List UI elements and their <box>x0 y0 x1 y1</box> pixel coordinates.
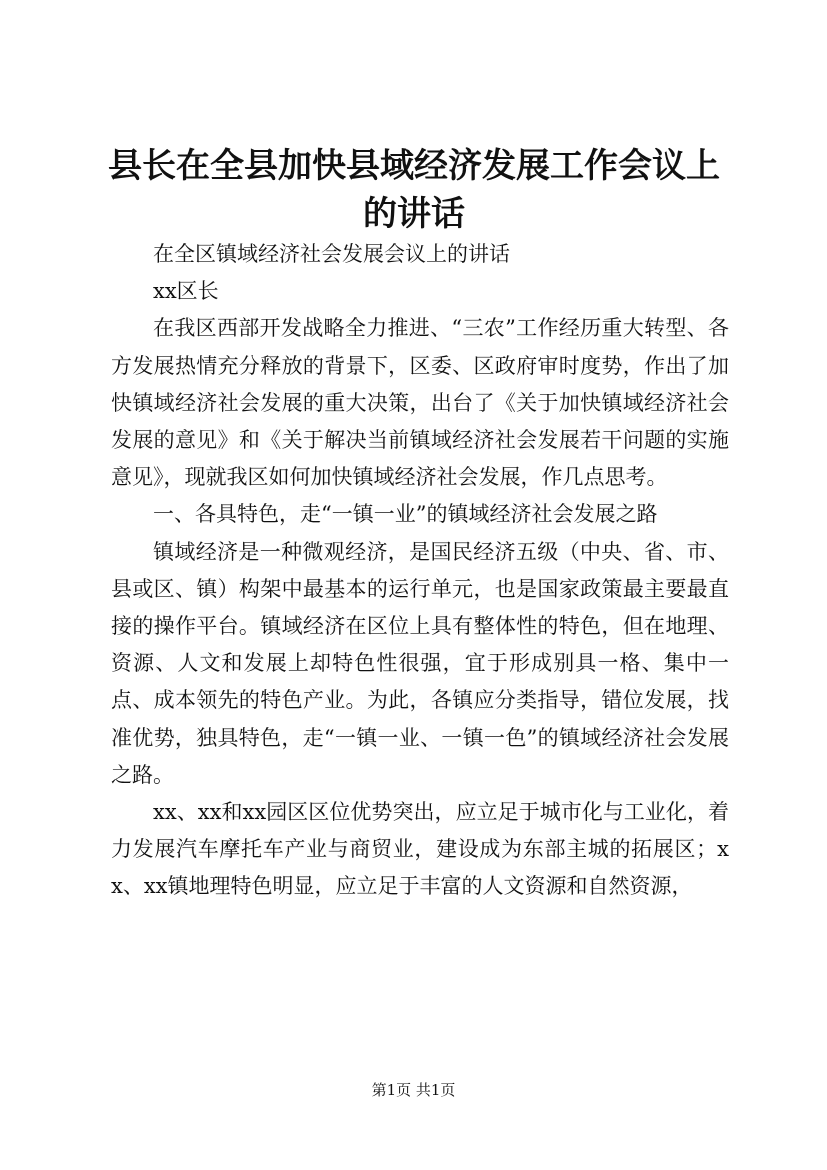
paragraph-body: xx、xx和xx园区区位优势突出，应立足于城市化与工业化，着力发展汽车摩托车产业与商贸业，建设成为东部主城的拓展区；xx、xx镇地理特色明显，应立足于丰富的人文资源和自然资源， <box>111 800 729 899</box>
paragraph-subtitle: 在全区镇域经济社会发展会议上的讲话 <box>153 242 510 266</box>
paragraph-speaker: xx区长 <box>153 279 219 304</box>
page-footer: 第1页 共1页 <box>371 1081 456 1099</box>
paragraph-body: 镇域经济是一种微观经济，是国民经济五级（中央、省、市、县或区、镇）构架中最基本的运行单元，也是国家政策最主要最直接的操作平台。镇域经济在区位上具有整体性的特色，但在地理、资源、人文和发展上却特色性很强，宜于形成别具一格、集中一点、成本领先的特色产业。为此，各镇应分类指导，错位发展，找准优势，独具特色，走“一镇一业、一镇一色”的镇域经济社会发展之路。 <box>111 539 729 787</box>
document-body <box>111 236 729 906</box>
document-title: 县长在全县加快县域经济发展工作会议上的讲话 <box>108 146 720 234</box>
paragraph-section-heading: 一、各具特色，走“一镇一业”的镇域经济社会发展之路 <box>153 502 658 527</box>
paragraph-intro: 在我区西部开发战略全力推进、“三农”工作经历重大转型、各方发展热情充分释放的背景下，区委、区政府审时度势，作出了加快镇域经济社会发展的重大决策，出台了《关于加快镇域经济社会发展的意见》和《关于解决当前镇域经济社会发展若干问题的实施意见》，现就我区如何加快镇域经济社会发展，作几点思考。 <box>111 316 729 490</box>
